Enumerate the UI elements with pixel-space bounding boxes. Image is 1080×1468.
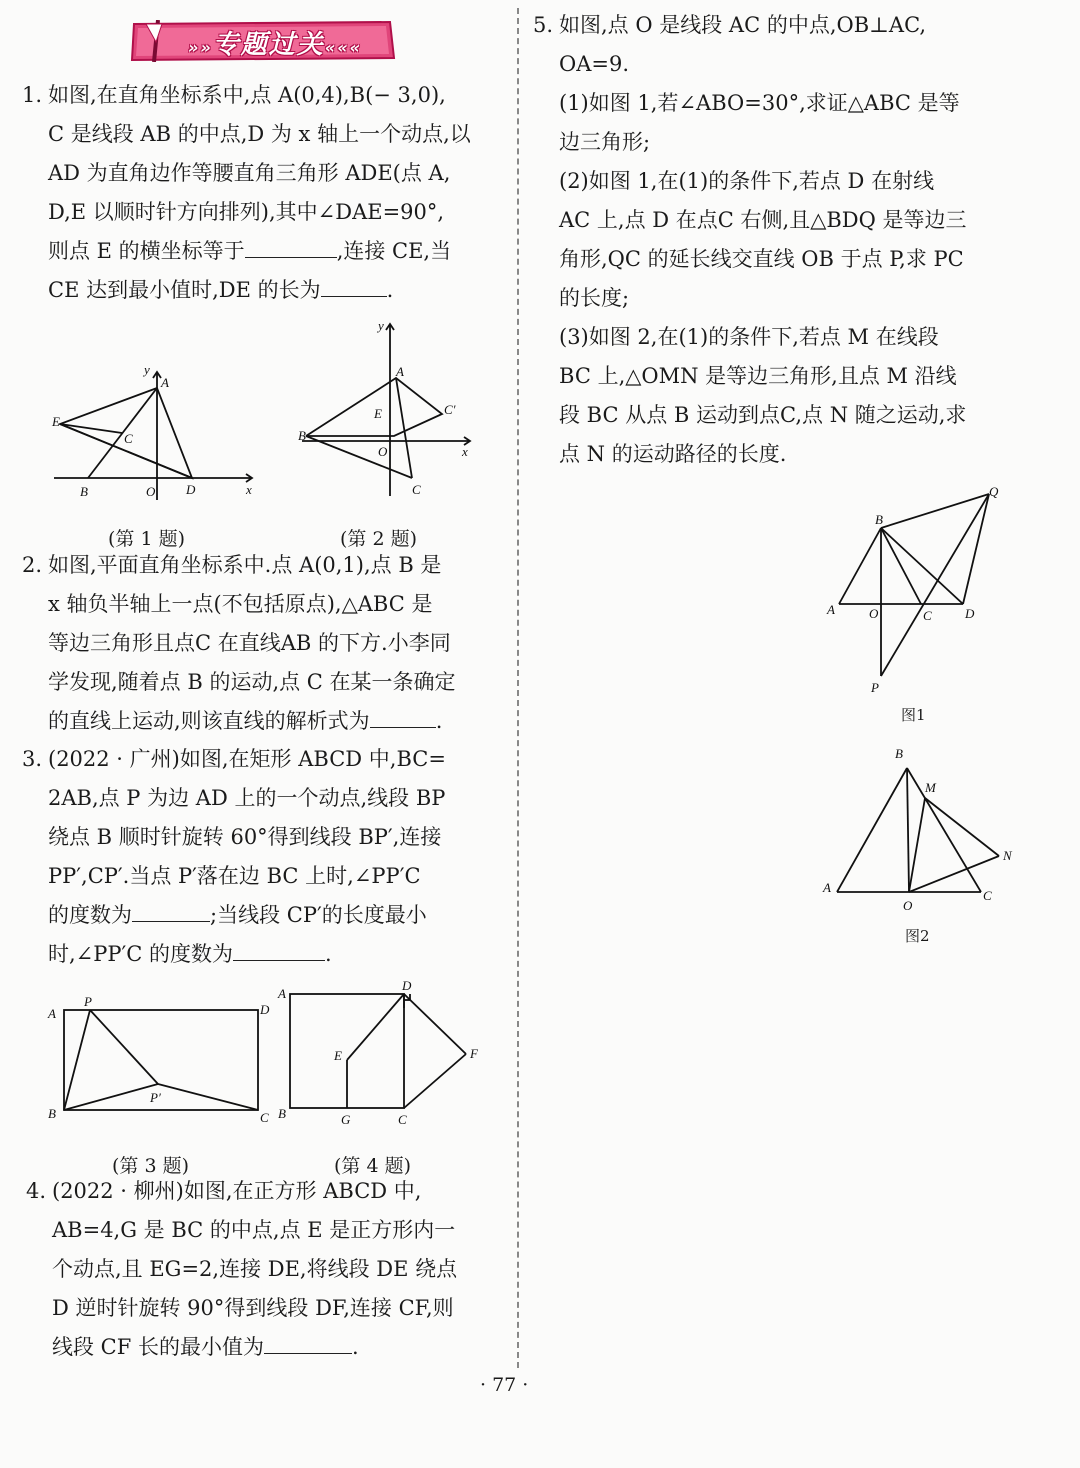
problem-text: x 轴负半轴上一点(不包括原点),△ABC 是 (48, 592, 433, 616)
figure-caption: 图1 (901, 706, 926, 724)
problem-text: 点 N 的运动路径的长度. (559, 442, 787, 466)
page-number: · 77 · (480, 1374, 529, 1396)
problem-text: (3)如图 2,在(1)的条件下,若点 M 在线段 (559, 325, 939, 349)
problem-text: PP′,CP′.当点 P′落在边 BC 上时,∠PP′C (48, 864, 421, 888)
figure-caption: (第 3 题) (112, 1155, 189, 1177)
figure-1 (40, 360, 270, 510)
point-label: E (52, 414, 60, 429)
answer-blank[interactable] (233, 938, 325, 961)
problem-2 (22, 546, 456, 741)
problem-text: (1)如图 1,若∠ABO=30°,求证△ABC 是等 (559, 91, 960, 115)
point-label: E (374, 406, 382, 421)
figure-3 (42, 992, 277, 1127)
section-banner (128, 20, 396, 62)
problem-text: ,连接 CE,当 (336, 239, 452, 263)
point-label: A (278, 986, 286, 1001)
problem-text: AB=4,G 是 BC 的中点,点 E 是正方形内一 (52, 1218, 456, 1242)
point-label: C′ (444, 402, 456, 417)
problem-3 (22, 740, 446, 974)
figure-caption: (第 2 题) (340, 528, 417, 550)
point-label: O (903, 898, 913, 913)
point-label: P′ (150, 1090, 161, 1105)
answer-blank[interactable] (370, 705, 436, 728)
problem-text: 2AB,点 P 为边 AD 上的一个动点,线段 BP (48, 786, 446, 810)
problem-text: ;当线段 CP′的长度最小 (210, 903, 427, 927)
problem-text: (2)如图 1,在(1)的条件下,若点 D 在射线 (559, 169, 935, 193)
answer-blank[interactable] (245, 235, 337, 258)
problem-text: 边三角形; (559, 130, 651, 154)
problem-text: 线段 CF 长的最小值为 (52, 1335, 264, 1359)
figure-caption: (第 4 题) (334, 1155, 411, 1177)
banner-title: »»专题过关««« (188, 30, 363, 60)
axis-label-x: x (462, 444, 468, 459)
point-label: P (84, 994, 92, 1009)
problem-text: 等边三角形且点C 在直线AB 的下方.小李同 (48, 631, 451, 655)
point-label: A (48, 1006, 56, 1021)
point-label: C (398, 1112, 407, 1127)
problem-text: D 逆时针旋转 90°得到线段 DF,连接 CF,则 (52, 1296, 454, 1320)
point-label: D (260, 1002, 270, 1017)
point-label: A (396, 364, 404, 379)
point-label: B (80, 484, 88, 499)
problem-text: 的直线上运动,则该直线的解析式为 (48, 709, 370, 733)
point-label: N (1003, 848, 1012, 863)
problem-text: BC 上,△OMN 是等边三角形,且点 M 沿线 (559, 364, 957, 388)
problem-text: 如图,平面直角坐标系中.点 A(0,1),点 B 是 (48, 553, 442, 577)
point-label: B (895, 746, 903, 761)
point-label: Q (989, 484, 999, 499)
point-label: B (875, 512, 883, 527)
problem-text: . (352, 1335, 359, 1359)
problem-number: 5. (533, 13, 554, 37)
problem-text: 的度数为 (48, 903, 132, 927)
problem-4 (26, 1172, 457, 1367)
problem-number: 3. (22, 747, 43, 771)
point-label: P (871, 680, 879, 695)
point-label: M (925, 780, 936, 795)
point-label: O (146, 484, 156, 499)
problem-number: 2. (22, 553, 43, 577)
problem-text: 个动点,且 EG=2,连接 DE,将线段 DE 绕点 (52, 1257, 458, 1281)
point-label: D (965, 606, 975, 621)
point-label: A (827, 602, 835, 617)
point-label: G (341, 1112, 351, 1127)
point-label: F (470, 1046, 478, 1061)
problem-text: (2022 · 柳州)如图,在正方形 ABCD 中, (52, 1179, 422, 1203)
problem-text: . (325, 942, 332, 966)
answer-blank[interactable] (321, 274, 387, 297)
right-column (525, 0, 1080, 1440)
point-label: C (983, 888, 992, 903)
point-label: E (334, 1048, 342, 1063)
figure-5-2 (815, 740, 1035, 920)
problem-text: 段 BC 从点 B 运动到点C,点 N 随之运动,求 (559, 403, 967, 427)
point-label: C (412, 482, 421, 497)
problem-text: 绕点 B 顺时针旋转 60°得到线段 BP′,连接 (48, 825, 442, 849)
column-divider (517, 8, 519, 1368)
problem-text: D,E 以顺时针方向排列),其中∠DAE=90°, (48, 200, 445, 224)
point-label: A (161, 375, 169, 390)
point-label: B (278, 1106, 286, 1121)
problem-text: 如图,在直角坐标系中,点 A(0,4),B(− 3,0), (48, 83, 446, 107)
problem-text: AD 为直角边作等腰直角三角形 ADE(点 A, (48, 161, 451, 185)
figure-caption: (第 1 题) (108, 528, 185, 550)
problem-text: OA=9. (559, 52, 630, 76)
axis-label-x: x (246, 482, 252, 497)
problem-text: 角形,QC 的延长线交直线 OB 于点 P,求 PC (559, 247, 964, 271)
problem-1 (22, 76, 471, 310)
point-label: D (186, 482, 196, 497)
problem-text: . (386, 278, 394, 302)
point-label: O (378, 444, 388, 459)
problem-text: AC 上,点 D 在点C 右侧,且△BDQ 是等边三 (559, 208, 967, 232)
point-label: B (298, 428, 306, 443)
answer-blank[interactable] (264, 1331, 352, 1354)
figure-5-1 (821, 480, 1021, 700)
point-label: C (260, 1110, 269, 1125)
problem-text: 的长度; (559, 286, 630, 310)
point-label: O (869, 606, 879, 621)
problem-text: . (435, 709, 443, 733)
point-label: A (823, 880, 831, 895)
problem-text: 时,∠PP′C 的度数为 (48, 942, 234, 966)
point-label: C (124, 431, 133, 446)
problem-text: 则点 E 的横坐标等于 (48, 239, 245, 263)
left-column (0, 0, 515, 1440)
figure-4 (276, 978, 491, 1128)
problem-number: 4. (26, 1179, 47, 1203)
answer-blank[interactable] (132, 899, 210, 922)
problem-5 (533, 6, 967, 474)
point-label: C (923, 608, 932, 623)
problem-text: C 是线段 AB 的中点,D 为 x 轴上一个动点,以 (48, 122, 471, 146)
problem-number: 1. (22, 83, 43, 107)
point-label: D (402, 978, 412, 993)
axis-label-y: y (144, 362, 150, 377)
problem-text: 学发现,随着点 B 的运动,点 C 在某一条确定 (48, 670, 456, 694)
figure-caption: 图2 (905, 927, 930, 945)
problem-text: 如图,点 O 是线段 AC 的中点,OB⊥AC, (559, 13, 927, 37)
axis-label-y: y (378, 318, 384, 333)
point-label: B (48, 1106, 56, 1121)
problem-text: (2022 · 广州)如图,在矩形 ABCD 中,BC= (48, 747, 446, 771)
figure-2 (292, 318, 482, 503)
problem-text: CE 达到最小值时,DE 的长为 (48, 278, 321, 302)
